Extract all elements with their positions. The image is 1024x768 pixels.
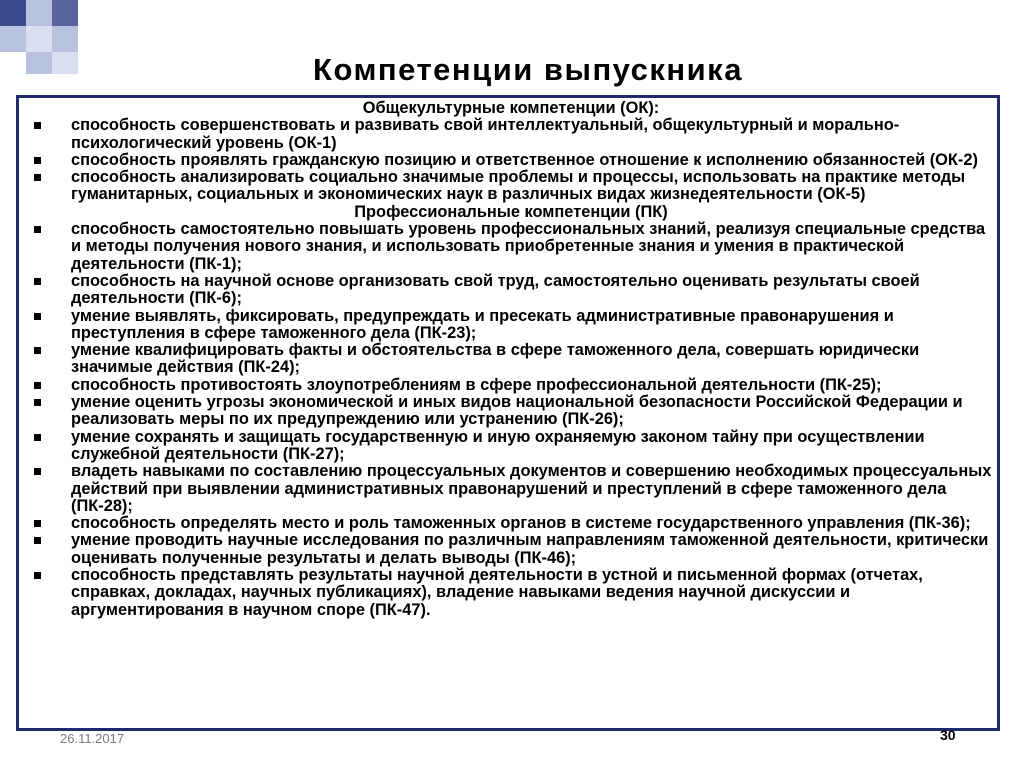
- bullet-icon: [34, 122, 41, 129]
- section-heading: Общекультурные компетенции (ОК):: [362, 99, 660, 117]
- list-item-text: способность анализировать социально значимые проблемы и процессы, использовать на практике методы гуманитарных, социальных и экономических наук в различных видах жизнедеятельности (ОК-5): [71, 168, 966, 204]
- list-item: [28, 429, 994, 464]
- professional-competencies-list: [28, 221, 994, 619]
- slide-date: 26.11.2017: [60, 731, 125, 746]
- list-item: [28, 515, 994, 532]
- slide-title: Компетенции выпускника: [313, 52, 743, 87]
- list-item-text: умение проводить научные исследования по различным направлениям таможенной деятельности, критически оценивать полученные результаты и делать выводы (ПК-46);: [71, 531, 989, 567]
- list-item: [28, 567, 994, 619]
- list-item-text: способность на научной основе организовать свой труд, самостоятельно оценивать результаты своей деятельности (ПК-6);: [71, 271, 920, 308]
- list-item-text: способность самостоятельно повышать уровень профессиональных знаний, реализуя специальные средства и методы получения нового знания, и использовать приобретенные знания и умения в практической деятельности (ПК-1);: [71, 220, 986, 273]
- bullet-icon: [34, 226, 41, 233]
- list-item-text: умение квалифицировать факты и обстоятельства в сфере таможенного дела, совершать юридически значимые действия (ПК-24);: [71, 341, 920, 377]
- list-item-text: умение выявлять, фиксировать, предупреждать и пресекать административные правонарушения и преступления в сфере таможенного дела (ПК-23);: [71, 306, 894, 342]
- list-item: [28, 169, 994, 204]
- list-item: [28, 117, 994, 152]
- list-item: [28, 377, 994, 394]
- list-item-text: способность проявлять гражданскую позицию и ответственное отношение к исполнению обязанностей (ОК-2): [71, 150, 978, 169]
- list-item-text: способность определять место и роль таможенных органов в системе государственного управления (ПК-36);: [71, 514, 971, 533]
- list-item-text: умение сохранять и защищать государственную и иную охраняемую законом тайну при осуществлении служебной деятельности (ПК-27);: [71, 427, 925, 463]
- bullet-icon: [34, 520, 41, 527]
- competency-content: [28, 100, 994, 619]
- bullet-icon: [34, 157, 41, 164]
- list-item: [28, 308, 994, 343]
- list-item: [28, 273, 994, 308]
- list-item-text: умение оценить угрозы экономической и иных видов национальной безопасности Российской Федерации и реализовать меры по их предупреждению или устранению (ПК-26);: [71, 393, 963, 429]
- bullet-icon: [34, 382, 41, 389]
- bullet-icon: [34, 468, 41, 475]
- list-item: [28, 342, 994, 377]
- list-item-text: способность представлять результаты научной деятельности в устной и письменной формах (отчетах, справках, докладах, научных публикациях), владение навыками ведения научной дискуссии и аргументирования в научном споре (ПК-47).: [71, 566, 923, 619]
- bullet-icon: [34, 313, 41, 320]
- bullet-icon: [34, 537, 41, 544]
- bullet-icon: [34, 278, 41, 285]
- section-heading: Профессиональные компетенции (ПК): [354, 202, 668, 221]
- list-item: [28, 152, 994, 169]
- bullet-icon: [34, 174, 41, 181]
- list-item-text: способность совершенствовать и развивать свой интеллектуальный, общекультурный и морально-психологический уровень (ОК-1): [71, 116, 900, 152]
- page-number: 30: [940, 727, 956, 743]
- list-item: [28, 463, 994, 515]
- bullet-icon: [34, 399, 41, 406]
- list-item: [28, 394, 994, 429]
- list-item-text: владеть навыками по составлению процессуальных документов и совершению необходимых процессуальных действий при выявлении административных правонарушений и преступлений в сфере таможенного дела (ПК-28);: [71, 462, 992, 515]
- list-item: [28, 532, 994, 567]
- list-item: [28, 221, 994, 273]
- bullet-icon: [34, 434, 41, 441]
- general-competencies-list: [28, 117, 994, 203]
- list-item-text: способность противостоять злоупотреблениям в сфере профессиональной деятельности (ПК-25);: [71, 375, 882, 394]
- bullet-icon: [34, 572, 41, 579]
- bullet-icon: [34, 347, 41, 354]
